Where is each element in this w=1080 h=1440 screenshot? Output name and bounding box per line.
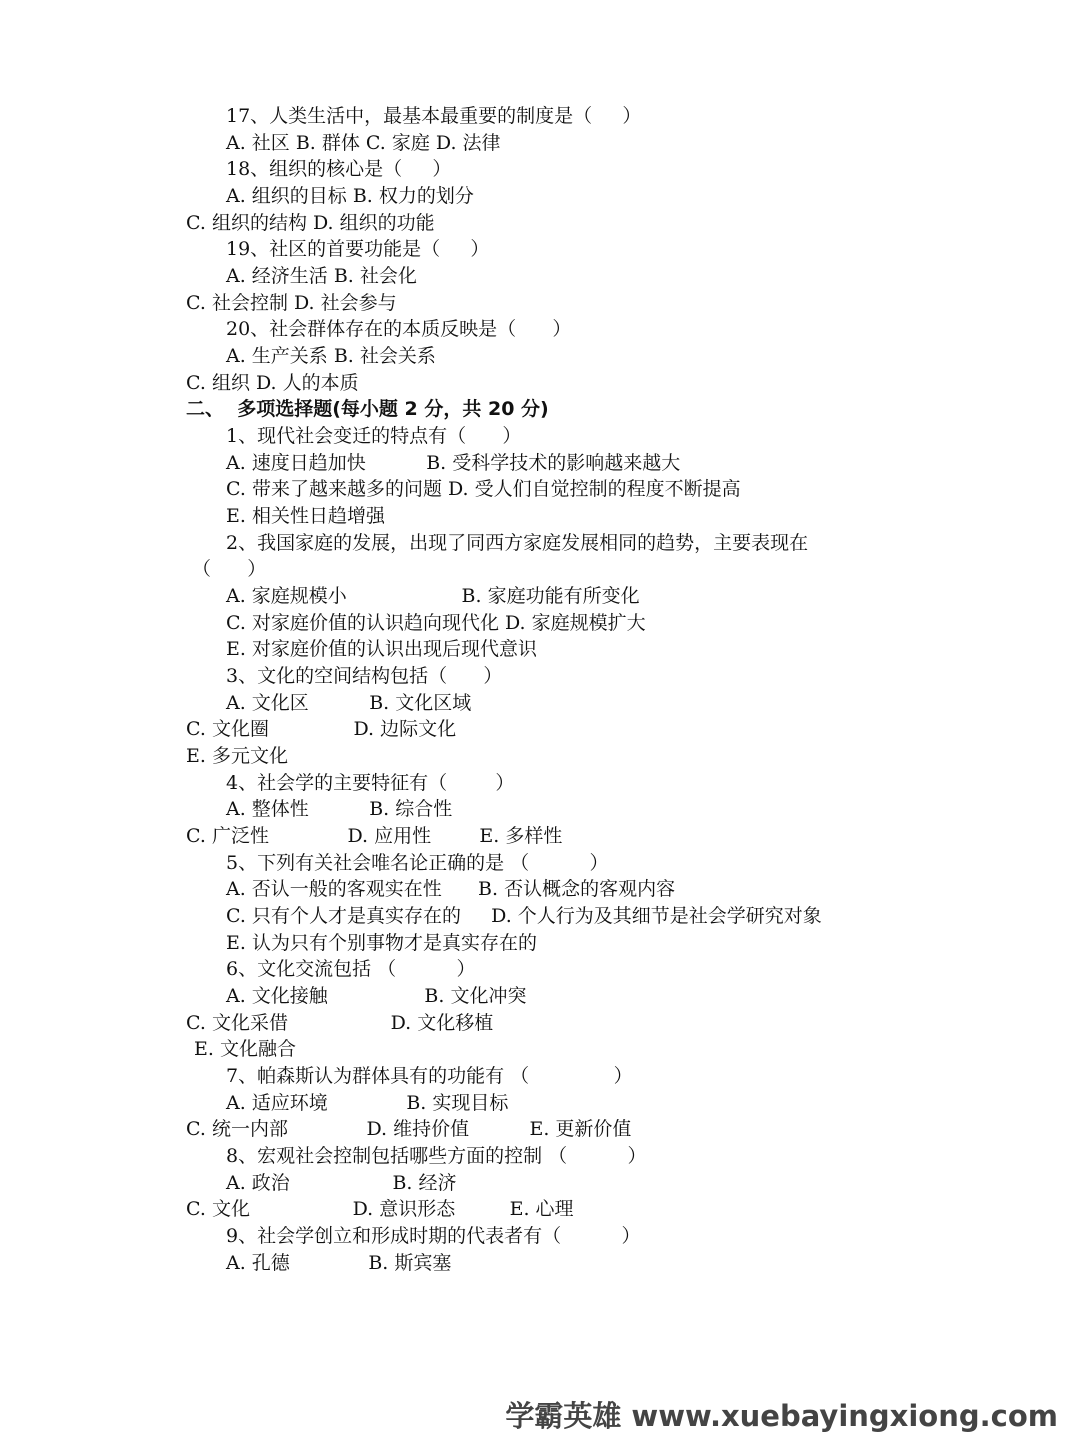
mc-question-6: 6、文化交流包括 （ ） xyxy=(226,958,476,980)
mc-question-7-options-ab: A. 适应环境 B. 实现目标 xyxy=(226,1092,509,1114)
question-18-options-cd: C. 组织的结构 D. 组织的功能 xyxy=(186,212,435,234)
mc-question-7-options-cde: C. 统一内部 D. 维持价值 E. 更新价值 xyxy=(186,1118,632,1140)
site-watermark: 学霸英雄 www.xuebayingxiong.com xyxy=(505,1399,1058,1433)
section-heading: 二、 多项选择题(每小题 2 分，共 20 分) xyxy=(186,398,549,420)
mc-question-1: 1、现代社会变迁的特点有（ ） xyxy=(226,425,522,447)
mc-question-5-options-ab: A. 否认一般的客观实在性 B. 否认概念的客观内容 xyxy=(226,878,676,900)
mc-question-6-options-cd: C. 文化采借 D. 文化移植 xyxy=(186,1012,494,1034)
mc-question-9-options-ab: A. 孔德 B. 斯宾塞 xyxy=(226,1252,452,1274)
mc-question-2-blank: （ ） xyxy=(192,558,267,580)
question-17: 17、人类生活中，最基本最重要的制度是（ ） xyxy=(226,105,642,127)
question-18-options-ab: A. 组织的目标 B. 权力的划分 xyxy=(226,185,474,207)
mc-question-8: 8、宏观社会控制包括哪些方面的控制 （ ） xyxy=(226,1145,647,1167)
mc-question-3: 3、文化的空间结构包括（ ） xyxy=(226,665,503,687)
question-20-options-ab: A. 生产关系 B. 社会关系 xyxy=(226,345,436,367)
mc-question-3-option-e: E. 多元文化 xyxy=(186,745,288,767)
mc-question-6-option-e: E. 文化融合 xyxy=(194,1038,296,1060)
mc-question-1-options-cd: C. 带来了越来越多的问题 D. 受人们自觉控制的程度不断提高 xyxy=(226,478,741,500)
mc-question-2-options-cd: C. 对家庭价值的认识趋向现代化 D. 家庭规模扩大 xyxy=(226,612,646,634)
mc-question-3-options-cd: C. 文化圈 D. 边际文化 xyxy=(186,718,457,740)
mc-question-5-options-cd: C. 只有个人才是真实存在的 D. 个人行为及其细节是社会学研究对象 xyxy=(226,905,822,927)
question-20: 20、社会群体存在的本质反映是（ ） xyxy=(226,318,572,340)
mc-question-4-options-cde: C. 广泛性 D. 应用性 E. 多样性 xyxy=(186,825,563,847)
question-19-options-ab: A. 经济生活 B. 社会化 xyxy=(226,265,417,287)
mc-question-7: 7、帕森斯认为群体具有的功能有 （ ） xyxy=(226,1065,633,1087)
mc-question-5-option-e: E. 认为只有个别事物才是真实存在的 xyxy=(226,932,537,954)
mc-question-4-options-ab: A. 整体性 B. 综合性 xyxy=(226,798,453,820)
mc-question-8-options-cde: C. 文化 D. 意识形态 E. 心理 xyxy=(186,1198,574,1220)
mc-question-5: 5、下列有关社会唯名论正确的是 （ ） xyxy=(226,852,609,874)
mc-question-8-options-ab: A. 政治 B. 经济 xyxy=(226,1172,457,1194)
mc-question-1-options-ab: A. 速度日趋加快 B. 受科学技术的影响越来越大 xyxy=(226,452,681,474)
mc-question-9: 9、社会学创立和形成时期的代表者有（ ） xyxy=(226,1225,641,1247)
question-18: 18、组织的核心是（ ） xyxy=(226,158,452,180)
mc-question-4: 4、社会学的主要特征有（ ） xyxy=(226,772,515,794)
question-19: 19、社区的首要功能是（ ） xyxy=(226,238,490,260)
mc-question-2: 2、我国家庭的发展，出现了同西方家庭发展相同的趋势，主要表现在 xyxy=(226,532,809,554)
question-19-options-cd: C. 社会控制 D. 社会参与 xyxy=(186,292,397,314)
mc-question-6-options-ab: A. 文化接触 B. 文化冲突 xyxy=(226,985,527,1007)
question-17-options: A. 社区 B. 群体 C. 家庭 D. 法律 xyxy=(226,132,501,154)
mc-question-3-options-ab: A. 文化区 B. 文化区域 xyxy=(226,692,472,714)
mc-question-2-options-ab: A. 家庭规模小 B. 家庭功能有所变化 xyxy=(226,585,640,607)
question-20-options-cd: C. 组织 D. 人的本质 xyxy=(186,372,359,394)
mc-question-2-option-e: E. 对家庭价值的认识出现后现代意识 xyxy=(226,638,537,660)
mc-question-1-option-e: E. 相关性日趋增强 xyxy=(226,505,385,527)
